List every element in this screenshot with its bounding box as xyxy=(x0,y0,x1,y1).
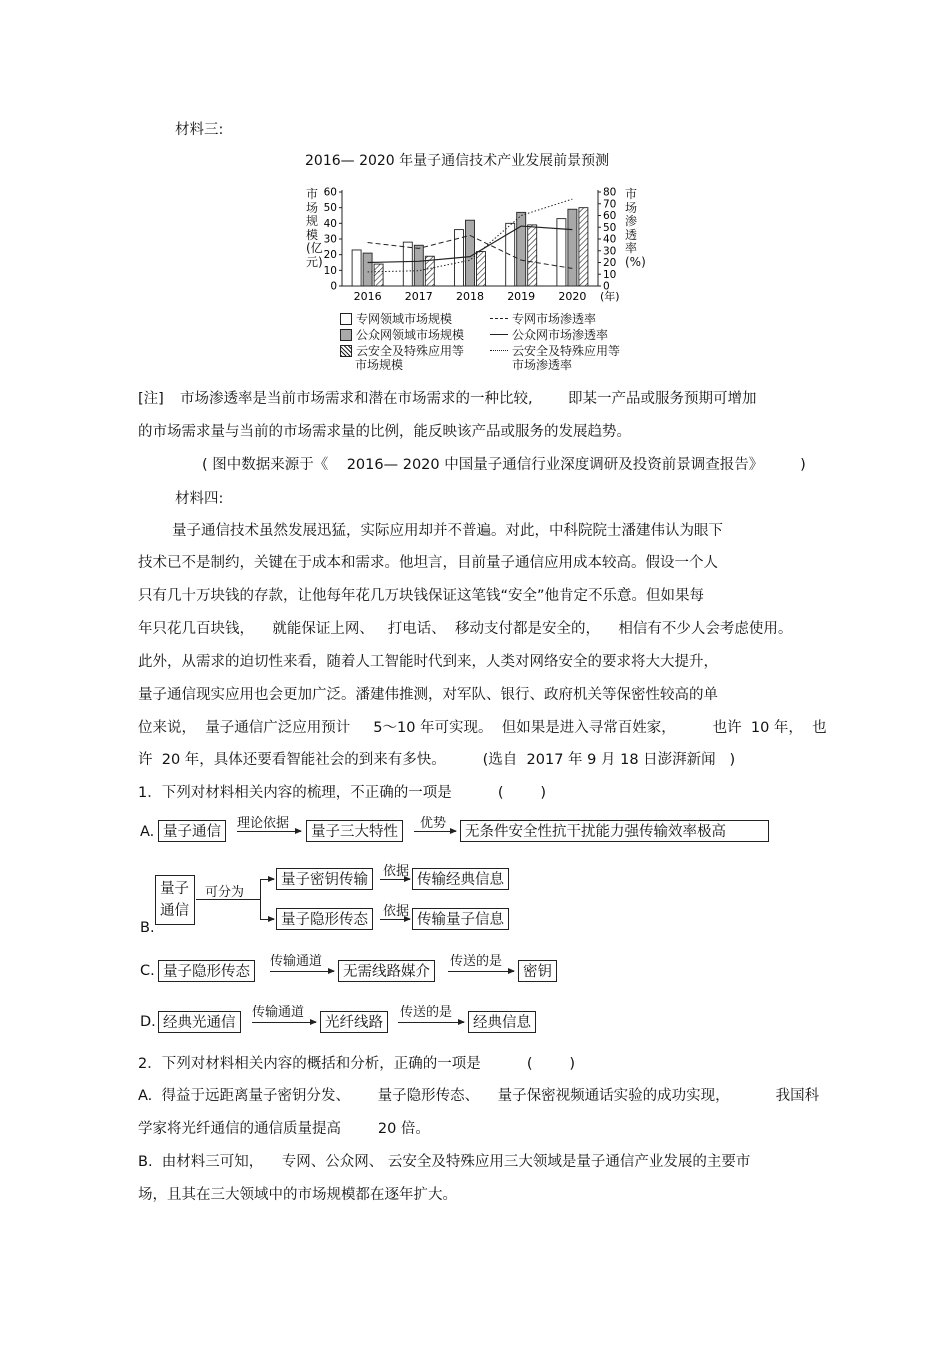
q1-c-arrow1-label: 传输通道 xyxy=(270,954,323,969)
legend-swatch xyxy=(340,329,352,341)
material4-line: 许 20 年，具体还要看智能社会的到来有多快。 (选自 2017 年 9 月 18 日澎湃新闻 ) xyxy=(138,752,736,768)
arrow-icon xyxy=(380,919,410,920)
x-tick-label: 2017 xyxy=(404,290,433,303)
y-tick-label-left: 50 xyxy=(323,202,337,215)
material4-line: 年只花几百块钱， 就能保证上网、 打电话、 移动支付都是安全的， 相信有不少人会考虑使用。 xyxy=(138,621,793,637)
bar-cloud xyxy=(579,208,588,286)
q2-option-b-line2: 场，且其在三大领域中的市场规模都在逐年扩大。 xyxy=(138,1187,457,1203)
q1-a-arrow1-label: 理论依据 xyxy=(237,816,290,831)
q1-c-arrow2-label: 传送的是 xyxy=(450,954,503,969)
q1-b-bottom-arrow-label: 依据 xyxy=(383,904,410,919)
y-tick-label-right: 30 xyxy=(603,245,617,258)
bar-public xyxy=(466,220,475,286)
y-tick-label-right: 60 xyxy=(603,210,617,222)
y-tick-label-right: 10 xyxy=(603,268,617,281)
arrow-icon xyxy=(270,971,334,972)
y-tick-label-left: 20 xyxy=(323,249,337,262)
q1-d-arrow2-label: 传送的是 xyxy=(400,1005,453,1020)
q1-stem: 1．下列对材料相关内容的梳理，不正确的一项是 ( ) xyxy=(138,785,547,801)
q1-d-box-fiber: 光纤线路 xyxy=(320,1011,388,1033)
legend-label: 公众网领域市场规模 xyxy=(356,328,465,342)
legend-label: 云安全及特殊应用等 xyxy=(512,344,621,358)
q1-b-bracket xyxy=(260,879,261,919)
material4-line: 只有几十万块钱的存款，让他每年花几万块钱保证这笔钱“安全”他肯定不乐意。但如果每 xyxy=(138,588,705,604)
arrow-icon xyxy=(380,879,410,880)
material4-line: 此外，从需求的迫切性来看，随着人工智能时代到来，人类对网络安全的要求将大大提升， xyxy=(138,654,718,670)
y-tick-label-right: 80 xyxy=(603,186,617,199)
legend-item-private-rate xyxy=(490,310,596,327)
arrow-icon xyxy=(252,1022,316,1023)
q1-b-box-quantum-info: 传输量子信息 xyxy=(412,908,509,930)
y-tick-label-right: 0 xyxy=(603,280,610,293)
q1-d-box-classical-info: 经典信息 xyxy=(468,1011,536,1033)
arrow-icon xyxy=(398,1022,464,1023)
x-tick-label: 2016 xyxy=(353,290,382,303)
arrow-icon xyxy=(260,919,274,920)
material3-heading: 材料三: xyxy=(175,122,224,138)
q1-b-root-bottom: 通信 xyxy=(160,903,189,919)
legend-label: 云安全及特殊应用等 xyxy=(356,344,465,358)
bar-cloud xyxy=(528,225,537,286)
x-tick-label: 2018 xyxy=(456,290,484,303)
q1-option-d-label[interactable]: D. xyxy=(140,1014,156,1030)
q1-option-a-label[interactable]: A. xyxy=(140,824,155,840)
y-tick-label-right: 40 xyxy=(603,233,617,246)
q1-a-box-quantum-comm: 量子通信 xyxy=(158,820,226,842)
material4-line: 位来说， 量子通信广泛应用预计 5～10 年可实现。 但如果是进入寻常百姓家， 也许 10 年， 也 xyxy=(138,720,827,736)
bar-public xyxy=(414,245,423,286)
legend-item-public-rate xyxy=(490,326,608,343)
q2-stem: 2．下列对材料相关内容的概括和分析，正确的一项是 ( ) xyxy=(138,1056,576,1072)
q1-b-split-label: 可分为 xyxy=(205,885,245,900)
q1-c-box-teleportation: 量子隐形传态 xyxy=(158,960,255,982)
q1-option-b-label[interactable]: B. xyxy=(140,920,155,936)
q2-option-a-line1[interactable]: A. 得益于远距离量子密钥分发、 量子隐形传态、 量子保密视频通话实验的成功实现， 我国科 xyxy=(138,1088,820,1104)
material4-line: 量子通信现实应用也会更加广泛。潘建伟推测，对军队、银行、政府机关等保密性较高的单 xyxy=(138,687,718,703)
q1-b-root-top: 量子 xyxy=(160,881,189,897)
q1-d-box-classical-optical: 经典光通信 xyxy=(158,1011,241,1033)
y-tick-label-left: 0 xyxy=(330,280,337,293)
q1-b-box-root xyxy=(155,875,195,925)
chart-title: 2016— 2020 年量子通信技术产业发展前景预测 xyxy=(305,153,610,169)
q1-a-box-advantages: 无条件安全性抗干扰能力强传输效率极高 xyxy=(460,820,769,842)
legend-label: 专网领域市场规模 xyxy=(356,312,453,326)
legend-swatch xyxy=(490,318,508,319)
legend-label: 专网市场渗透率 xyxy=(512,312,597,326)
arrow-icon xyxy=(237,831,301,832)
note-line1b: 即某一产品或服务预期可增加 xyxy=(568,391,757,407)
bar-private xyxy=(403,242,412,286)
material4-heading: 材料四: xyxy=(175,491,224,507)
q1-a-arrow2-label: 优势 xyxy=(420,816,447,831)
legend-swatch xyxy=(490,334,508,335)
y-axis-right-title: 市场渗透率(%) xyxy=(625,187,646,269)
bar-public xyxy=(517,212,526,286)
q1-a-box-three-properties: 量子三大特性 xyxy=(306,820,403,842)
bar-public xyxy=(568,209,577,286)
legend-label-cont: 市场规模 xyxy=(355,358,404,372)
y-tick-label-left: 10 xyxy=(323,264,337,277)
bar-cloud xyxy=(374,264,383,286)
y-tick-label-left: 40 xyxy=(323,217,337,230)
legend-label: 公众网市场渗透率 xyxy=(512,328,609,342)
legend-swatch xyxy=(340,345,352,357)
material4-line: 量子通信技术虽然发展迅猛，实际应用却并不普遍。对此，中科院院士潘建伟认为眼下 xyxy=(172,523,723,539)
y-tick-label-right: 50 xyxy=(603,221,617,234)
arrow-icon xyxy=(260,879,274,880)
bar-private xyxy=(352,250,361,286)
x-unit-label: (年) xyxy=(600,290,620,303)
legend-label-cont: 市场渗透率 xyxy=(512,358,573,372)
material4-line: 技术已不是制约，关键在于成本和需求。他坦言，目前量子通信应用成本较高。假设一个人 xyxy=(138,555,718,571)
note-line2: 的市场需求量与当前的市场需求量的比例，能反映该产品或服务的发展趋势。 xyxy=(138,424,631,440)
note-tag: [注] xyxy=(138,391,164,407)
q2-option-b-line1[interactable]: B. 由材料三可知， 专网、公众网、 云安全及特殊应用三大领域是量子通信产业发展的主要市 xyxy=(138,1154,751,1170)
y-tick-label-right: 20 xyxy=(603,257,617,269)
q1-b-box-qkd: 量子密钥传输 xyxy=(276,868,373,890)
q2-option-a-line2: 学家将光纤通信的通信质量提高 20 倍。 xyxy=(138,1121,430,1137)
q1-b-box-classical-info: 传输经典信息 xyxy=(412,868,509,890)
bar-public xyxy=(363,253,372,286)
y-tick-label-right: 70 xyxy=(603,198,617,211)
arrow-icon xyxy=(414,831,456,832)
x-tick-label: 2019 xyxy=(507,290,536,303)
q1-c-box-no-medium: 无需线路媒介 xyxy=(338,960,435,982)
q1-b-box-teleportation: 量子隐形传态 xyxy=(276,908,373,930)
y-axis-left-title: 市场规模(亿元) xyxy=(306,187,323,269)
y-tick-label-left: 30 xyxy=(323,233,337,246)
y-tick-label-left: 60 xyxy=(323,186,337,199)
x-tick-label: 2020 xyxy=(558,290,587,303)
q1-d-arrow1-label: 传输通道 xyxy=(252,1005,305,1020)
bar-cloud xyxy=(477,252,486,286)
q1-c-box-key: 密钥 xyxy=(518,960,557,982)
legend-swatch xyxy=(490,350,508,351)
q1-b-top-arrow-label: 依据 xyxy=(383,864,410,879)
legend-swatch xyxy=(340,313,352,325)
source-note: ( 图中数据来源于《 2016— 2020 中国量子通信行业深度调研及投资前景调查报告》 ) xyxy=(202,457,806,473)
legend-item-private-scale xyxy=(340,310,452,327)
legend-item-public-scale xyxy=(340,326,464,343)
note-line1a: 市场渗透率是当前市场需求和潜在市场需求的一种比较, xyxy=(180,391,533,407)
q1-b-connector xyxy=(196,899,261,900)
q1-option-c-label[interactable]: C. xyxy=(140,963,155,979)
arrow-icon xyxy=(448,971,514,972)
